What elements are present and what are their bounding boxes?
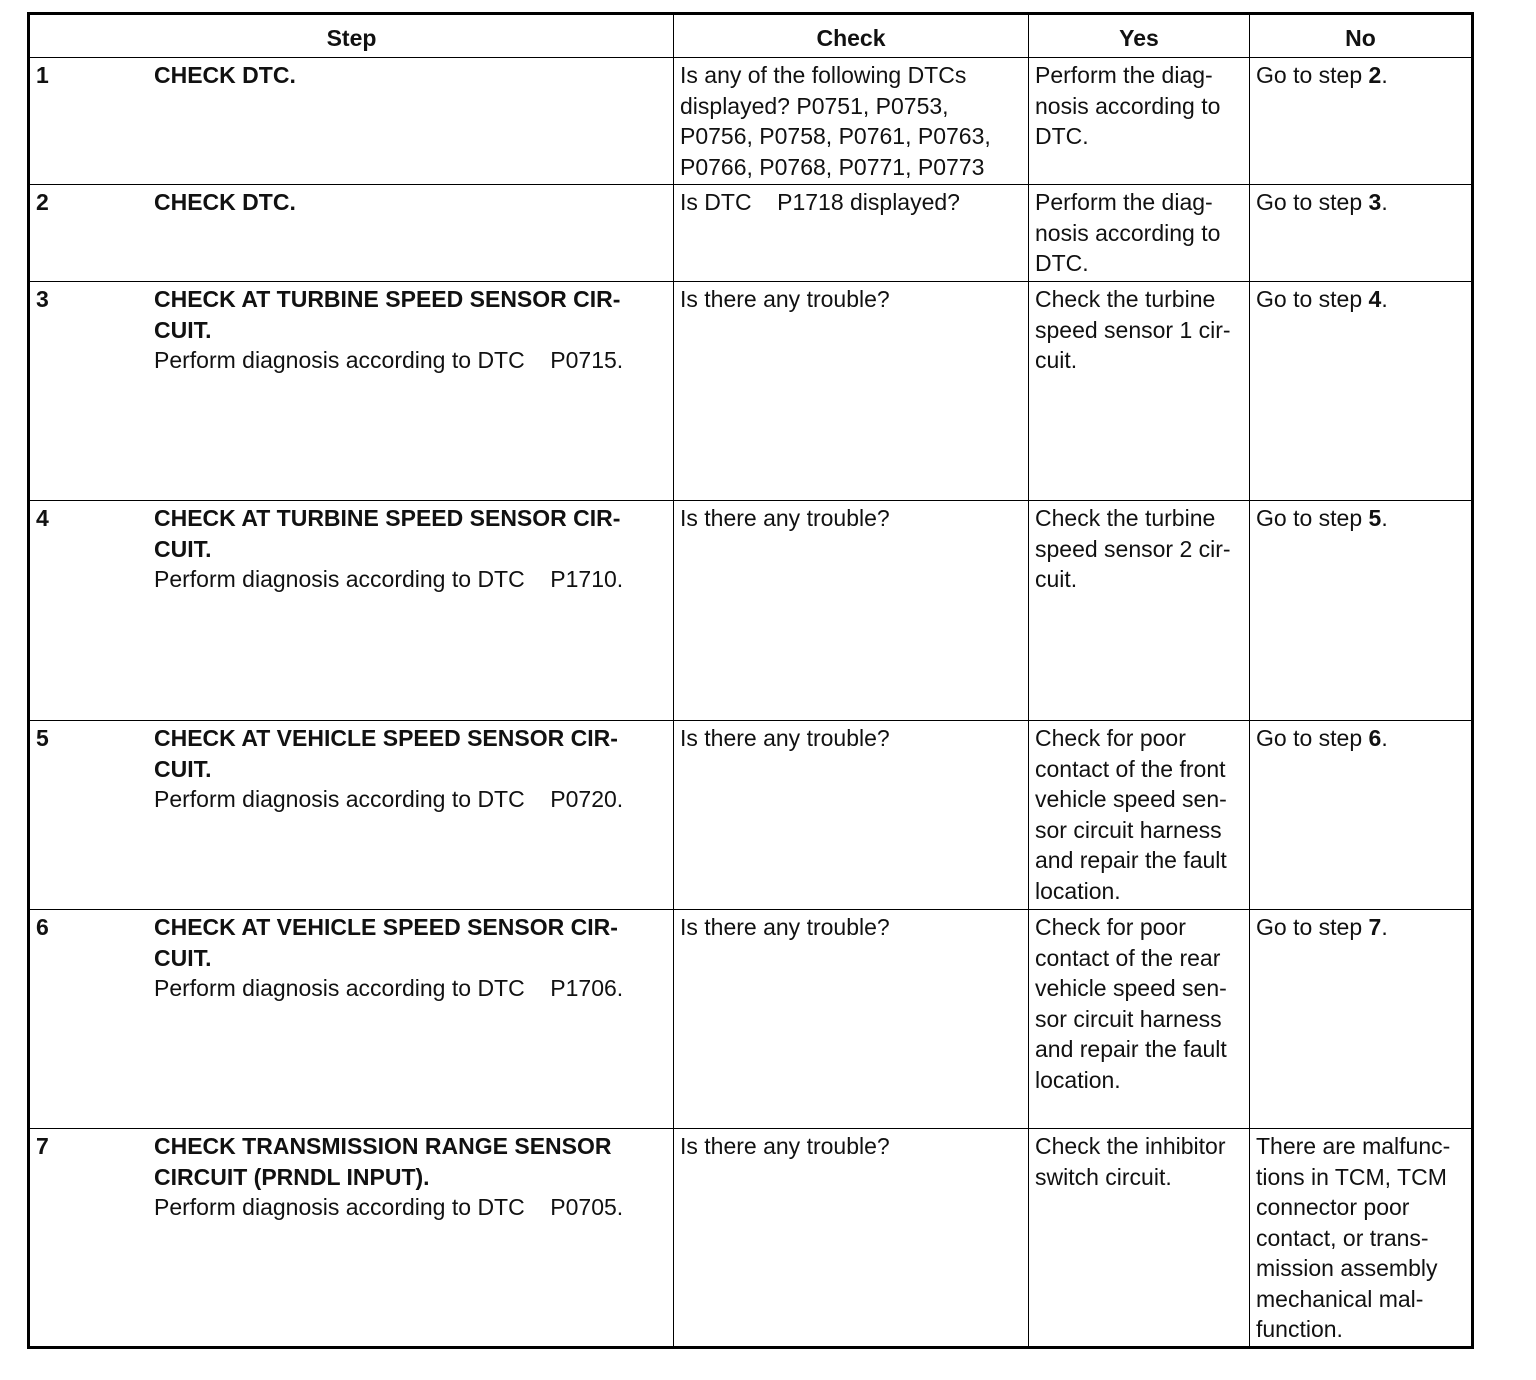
check-cell: Is there any trouble? (674, 282, 1029, 501)
yes-cell: Check the turbine speed sensor 2 cir-cuit. (1029, 501, 1250, 721)
step-cell (29, 1129, 674, 1348)
check-cell: Is there any trouble? (674, 721, 1029, 910)
check-cell: Is any of the following DTCs displayed? P0751, P0753, P0756, P0758, P0761, P0763, P0766, P0768, P0771, P0773 (674, 58, 1029, 185)
table-row (29, 910, 1473, 1129)
yes-cell: Check for poor contact of the front vehicle speed sen-sor circuit harness and repair the fault location. (1029, 721, 1250, 910)
table-row (29, 282, 1473, 501)
check-cell: Is there any trouble? (674, 501, 1029, 721)
no-suffix: . (1381, 725, 1388, 751)
step-description: Perform diagnosis according to DTC P1710. (154, 566, 624, 592)
no-step-number: 2 (1368, 62, 1382, 88)
no-cell (1250, 282, 1473, 501)
check-cell: Is there any trouble? (674, 1129, 1029, 1348)
step-cell (29, 58, 674, 185)
no-cell (1250, 58, 1473, 185)
no-step-number: 3 (1368, 189, 1382, 215)
table-row (29, 58, 1473, 185)
header-row (29, 14, 1473, 58)
yes-cell: Check the turbine speed sensor 1 cir-cuit. (1029, 282, 1250, 501)
check-cell: Is DTC P1718 displayed? (674, 185, 1029, 282)
no-step-number: 4 (1368, 286, 1382, 312)
step-number: 4 (36, 505, 49, 531)
diagnostic-table (27, 12, 1474, 1349)
check-cell: Is there any trouble? (674, 910, 1029, 1129)
step-number: 1 (36, 62, 49, 88)
no-suffix: . (1381, 62, 1388, 88)
step-number: 6 (36, 914, 49, 940)
step-title: CHECK AT TURBINE SPEED SENSOR CIR-CUIT. (154, 286, 621, 343)
no-prefix: Go to step (1256, 62, 1369, 88)
no-suffix: . (1381, 505, 1388, 531)
header-no: No (1250, 14, 1473, 58)
step-number: 3 (36, 286, 49, 312)
no-cell (1250, 910, 1473, 1129)
no-prefix: Go to step (1256, 725, 1369, 751)
table-row (29, 501, 1473, 721)
yes-cell: Check the inhibitor switch circuit. (1029, 1129, 1250, 1348)
header-yes: Yes (1029, 14, 1250, 58)
step-cell (29, 910, 674, 1129)
step-number: 7 (36, 1133, 49, 1159)
step-number: 5 (36, 725, 49, 751)
step-title: CHECK AT VEHICLE SPEED SENSOR CIR-CUIT. (154, 725, 618, 782)
yes-cell: Check for poor contact of the rear vehicle speed sen-sor circuit harness and repair the fault location. (1029, 910, 1250, 1129)
yes-cell: Perform the diag-nosis according to DTC. (1029, 185, 1250, 282)
no-prefix: Go to step (1256, 914, 1369, 940)
header-check: Check (674, 14, 1029, 58)
step-description: Perform diagnosis according to DTC P0705. (154, 1194, 624, 1220)
no-suffix: . (1381, 914, 1388, 940)
no-prefix: Go to step (1256, 286, 1369, 312)
header-step: Step (29, 14, 674, 58)
step-number: 2 (36, 189, 49, 215)
no-cell (1250, 721, 1473, 910)
table-row (29, 1129, 1473, 1348)
no-suffix: . (1381, 286, 1388, 312)
step-description: Perform diagnosis according to DTC P0720. (154, 786, 624, 812)
step-title: CHECK AT VEHICLE SPEED SENSOR CIR-CUIT. (154, 914, 618, 971)
no-prefix: Go to step (1256, 189, 1369, 215)
step-title: CHECK TRANSMISSION RANGE SENSOR CIRCUIT (PRNDL INPUT). (154, 1133, 612, 1190)
no-cell: There are malfunc-tions in TCM, TCM connector poor contact, or trans-mission assembly mechanical mal-function. (1250, 1129, 1473, 1348)
step-title: CHECK AT TURBINE SPEED SENSOR CIR-CUIT. (154, 505, 621, 562)
no-step-number: 5 (1368, 505, 1382, 531)
no-suffix: . (1381, 189, 1388, 215)
step-cell (29, 501, 674, 721)
step-description: Perform diagnosis according to DTC P1706. (154, 975, 624, 1001)
table-row (29, 721, 1473, 910)
yes-cell: Perform the diag-nosis according to DTC. (1029, 58, 1250, 185)
no-cell (1250, 501, 1473, 721)
step-title: CHECK DTC. (154, 189, 296, 215)
no-step-number: 6 (1368, 725, 1382, 751)
table-row (29, 185, 1473, 282)
no-cell (1250, 185, 1473, 282)
step-cell (29, 185, 674, 282)
step-title: CHECK DTC. (154, 62, 296, 88)
step-cell (29, 282, 674, 501)
step-description: Perform diagnosis according to DTC P0715. (154, 347, 624, 373)
no-step-number: 7 (1368, 914, 1382, 940)
no-prefix: Go to step (1256, 505, 1369, 531)
step-cell (29, 721, 674, 910)
